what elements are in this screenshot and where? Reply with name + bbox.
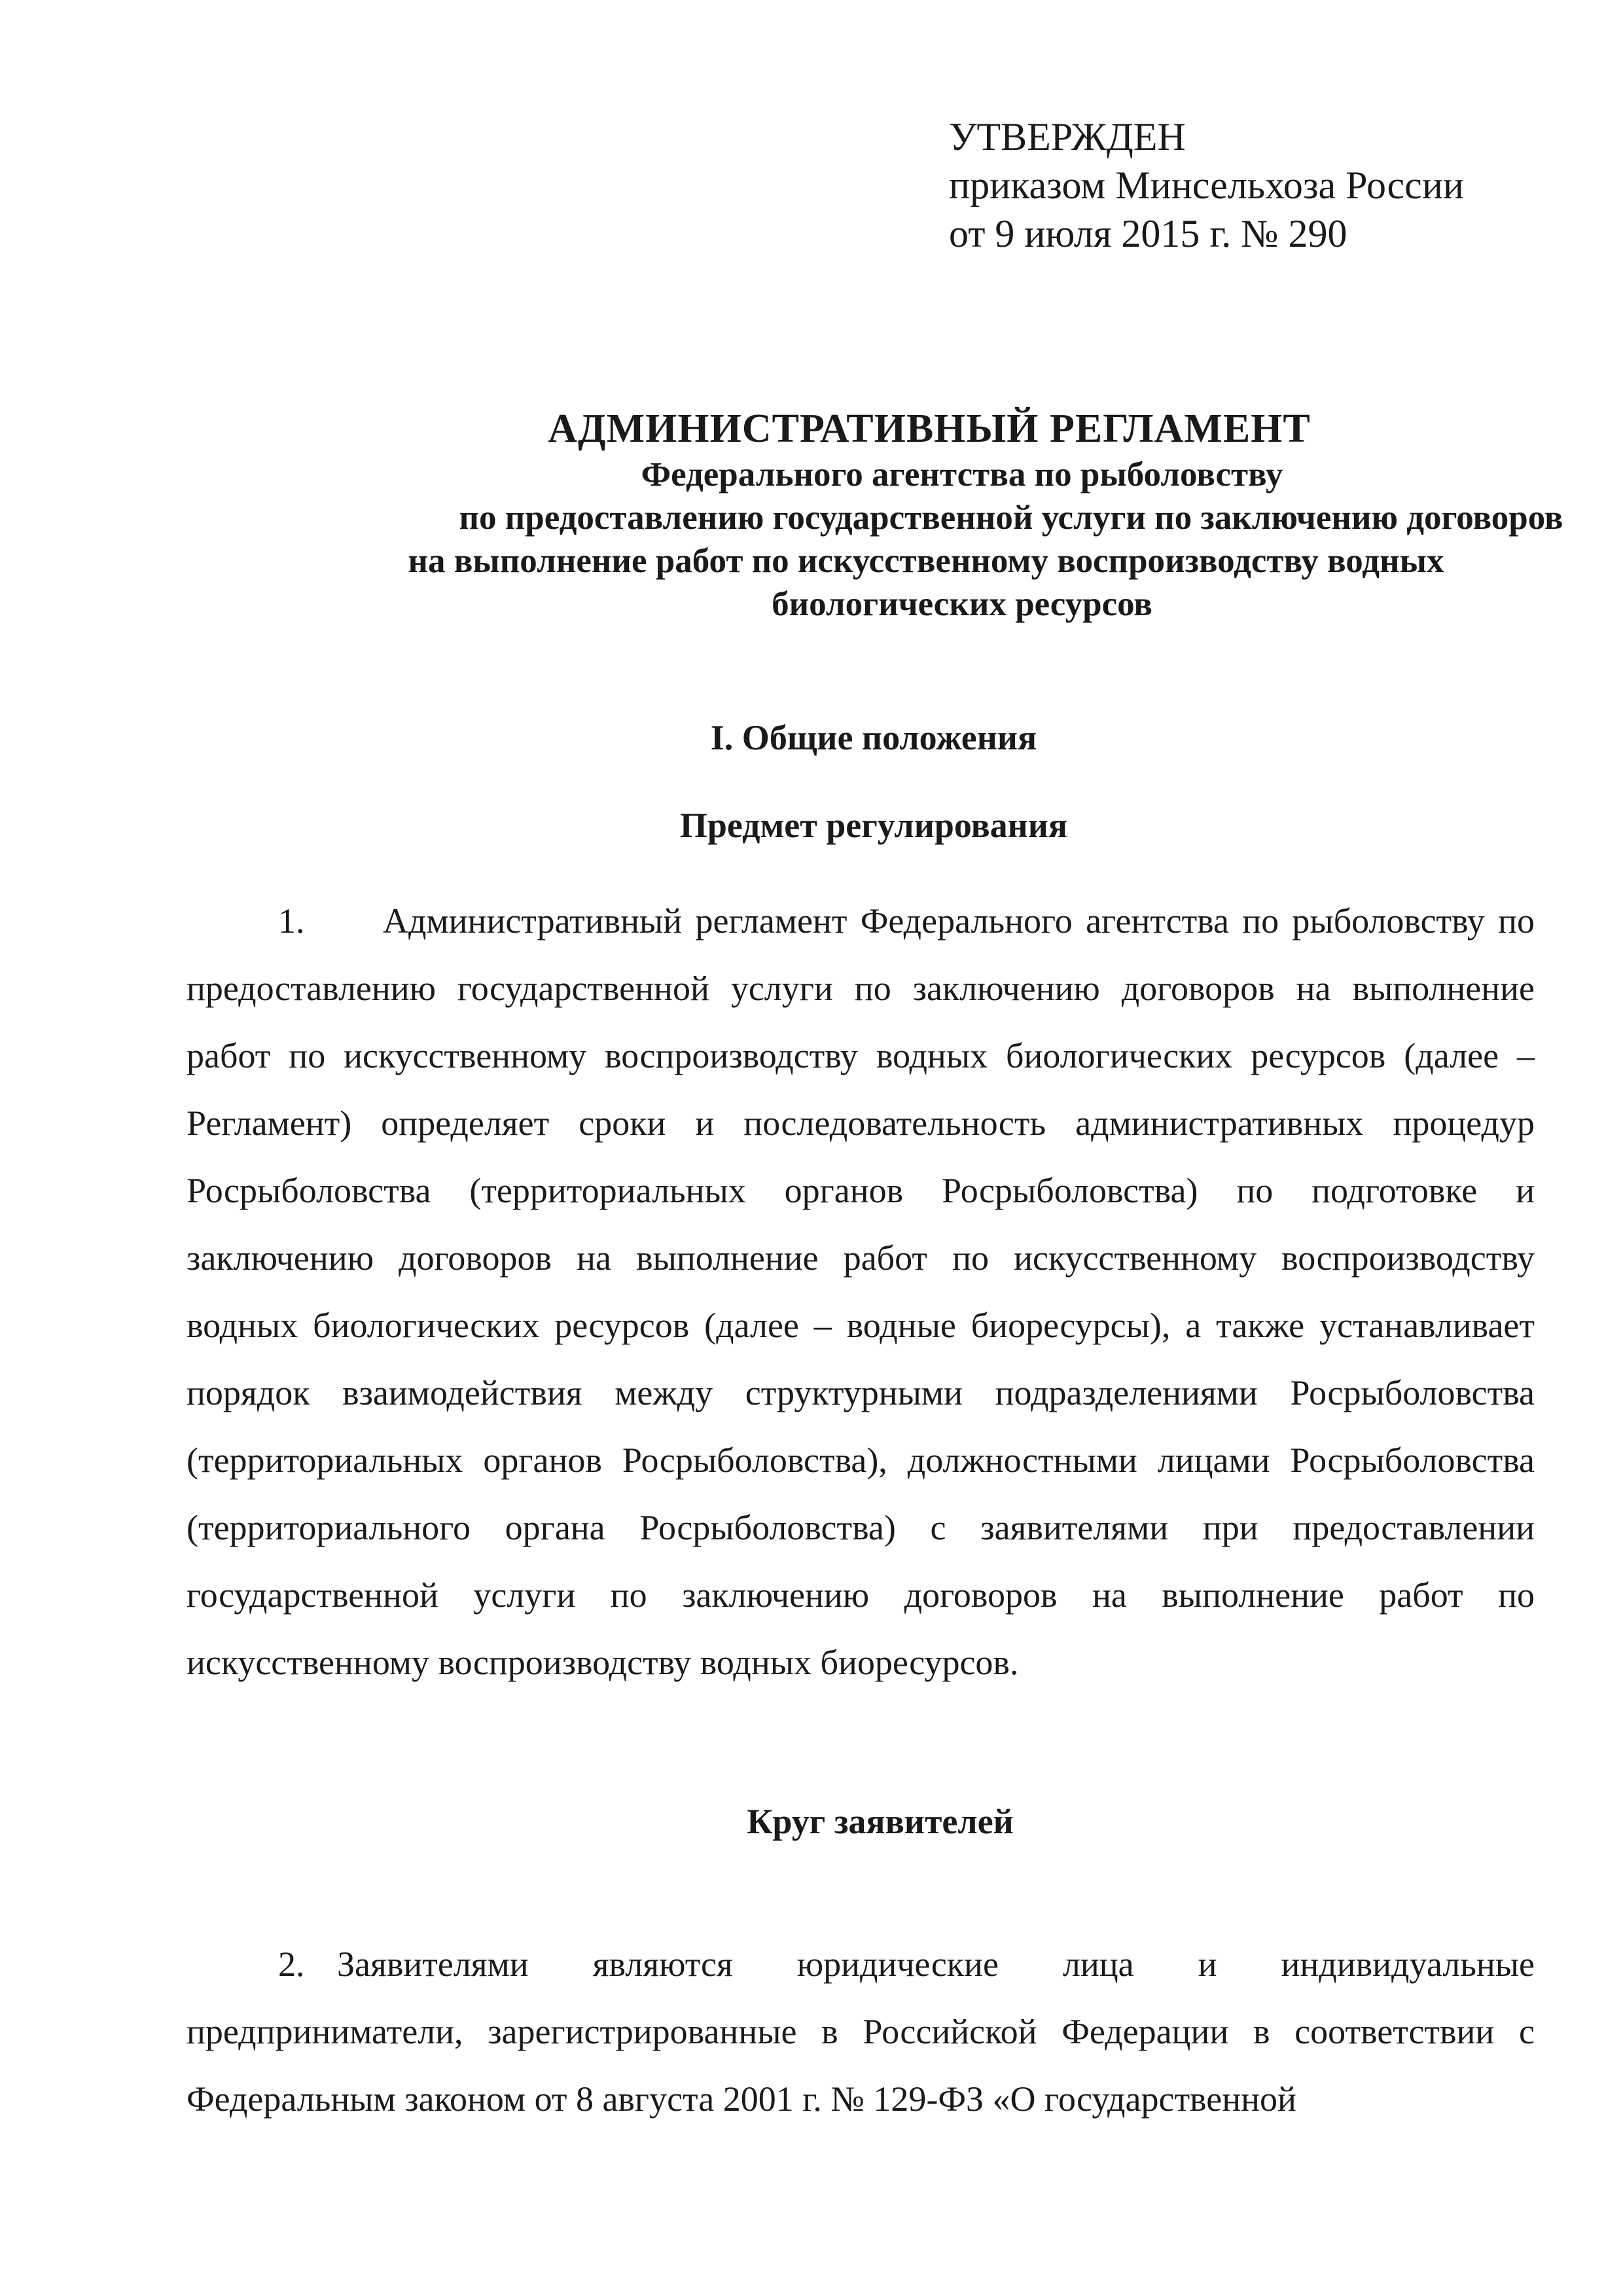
approval-order: приказом Минсельхоза России <box>949 164 1465 207</box>
paragraph-2-text: Заявителями являются юридические лица и индивидуальные предприниматели, зарегистрированные в Российской Федерации в соответствии с Федеральным законом от 8 августа 2001 г. № 129-ФЗ «О государственной <box>187 1945 1535 2119</box>
title-main: АДМИНИСТРАТИВНЫЙ РЕГЛАМЕНТ <box>548 406 1311 451</box>
approval-date: от 9 июля 2015 г. № 290 <box>949 212 1347 255</box>
applicants-heading: Круг заявителей <box>747 1802 1014 1841</box>
paragraph-1-number: 1. <box>278 901 305 941</box>
document-title <box>164 404 1623 626</box>
subject-heading: Предмет регулирования <box>679 806 1068 845</box>
paragraph-2 <box>187 1931 1535 2133</box>
title-line-3: на выполнение работ по искусственному воспроизводству водных <box>408 542 1444 580</box>
approval-stamp <box>949 113 1538 258</box>
paragraph-1 <box>187 888 1535 1696</box>
paragraph-2-number: 2. <box>278 1945 305 1984</box>
title-line-2: по предоставлению государственной услуги по заключению договоров <box>459 499 1563 537</box>
title-line-1: Федерального агентства по рыболовству <box>641 456 1283 493</box>
approval-label: УТВЕРЖДЕН <box>949 115 1186 158</box>
title-line-4: биологических ресурсов <box>772 585 1152 623</box>
paragraph-1-text: Административный регламент Федерального агентства по рыболовству по предоставлению государственной услуги по заключению договоров на выполнение работ по искусственному воспроизводству водных биологических ресурсов (далее – Регламент) определяет сроки и последовательность административных процедур Росрыболовства (территориальных органов Росрыболовства) по подготовке и заключению договоров на выполнение работ по искусственному воспроизводству водных биологических ресурсов (далее – водные биоресурсы), а также устанавливает порядок взаимодействия между структурными подразделениями Росрыболовства (территориальных органов Росрыболовства), должностными лицами Росрыболовства (территориального органа Росрыболовства) с заявителями при предоставлении государственной услуги по заключению договоров на выполнение работ по искусственному воспроизводству водных биоресурсов. <box>187 901 1535 1682</box>
section-heading: I. Общие положения <box>710 718 1037 757</box>
